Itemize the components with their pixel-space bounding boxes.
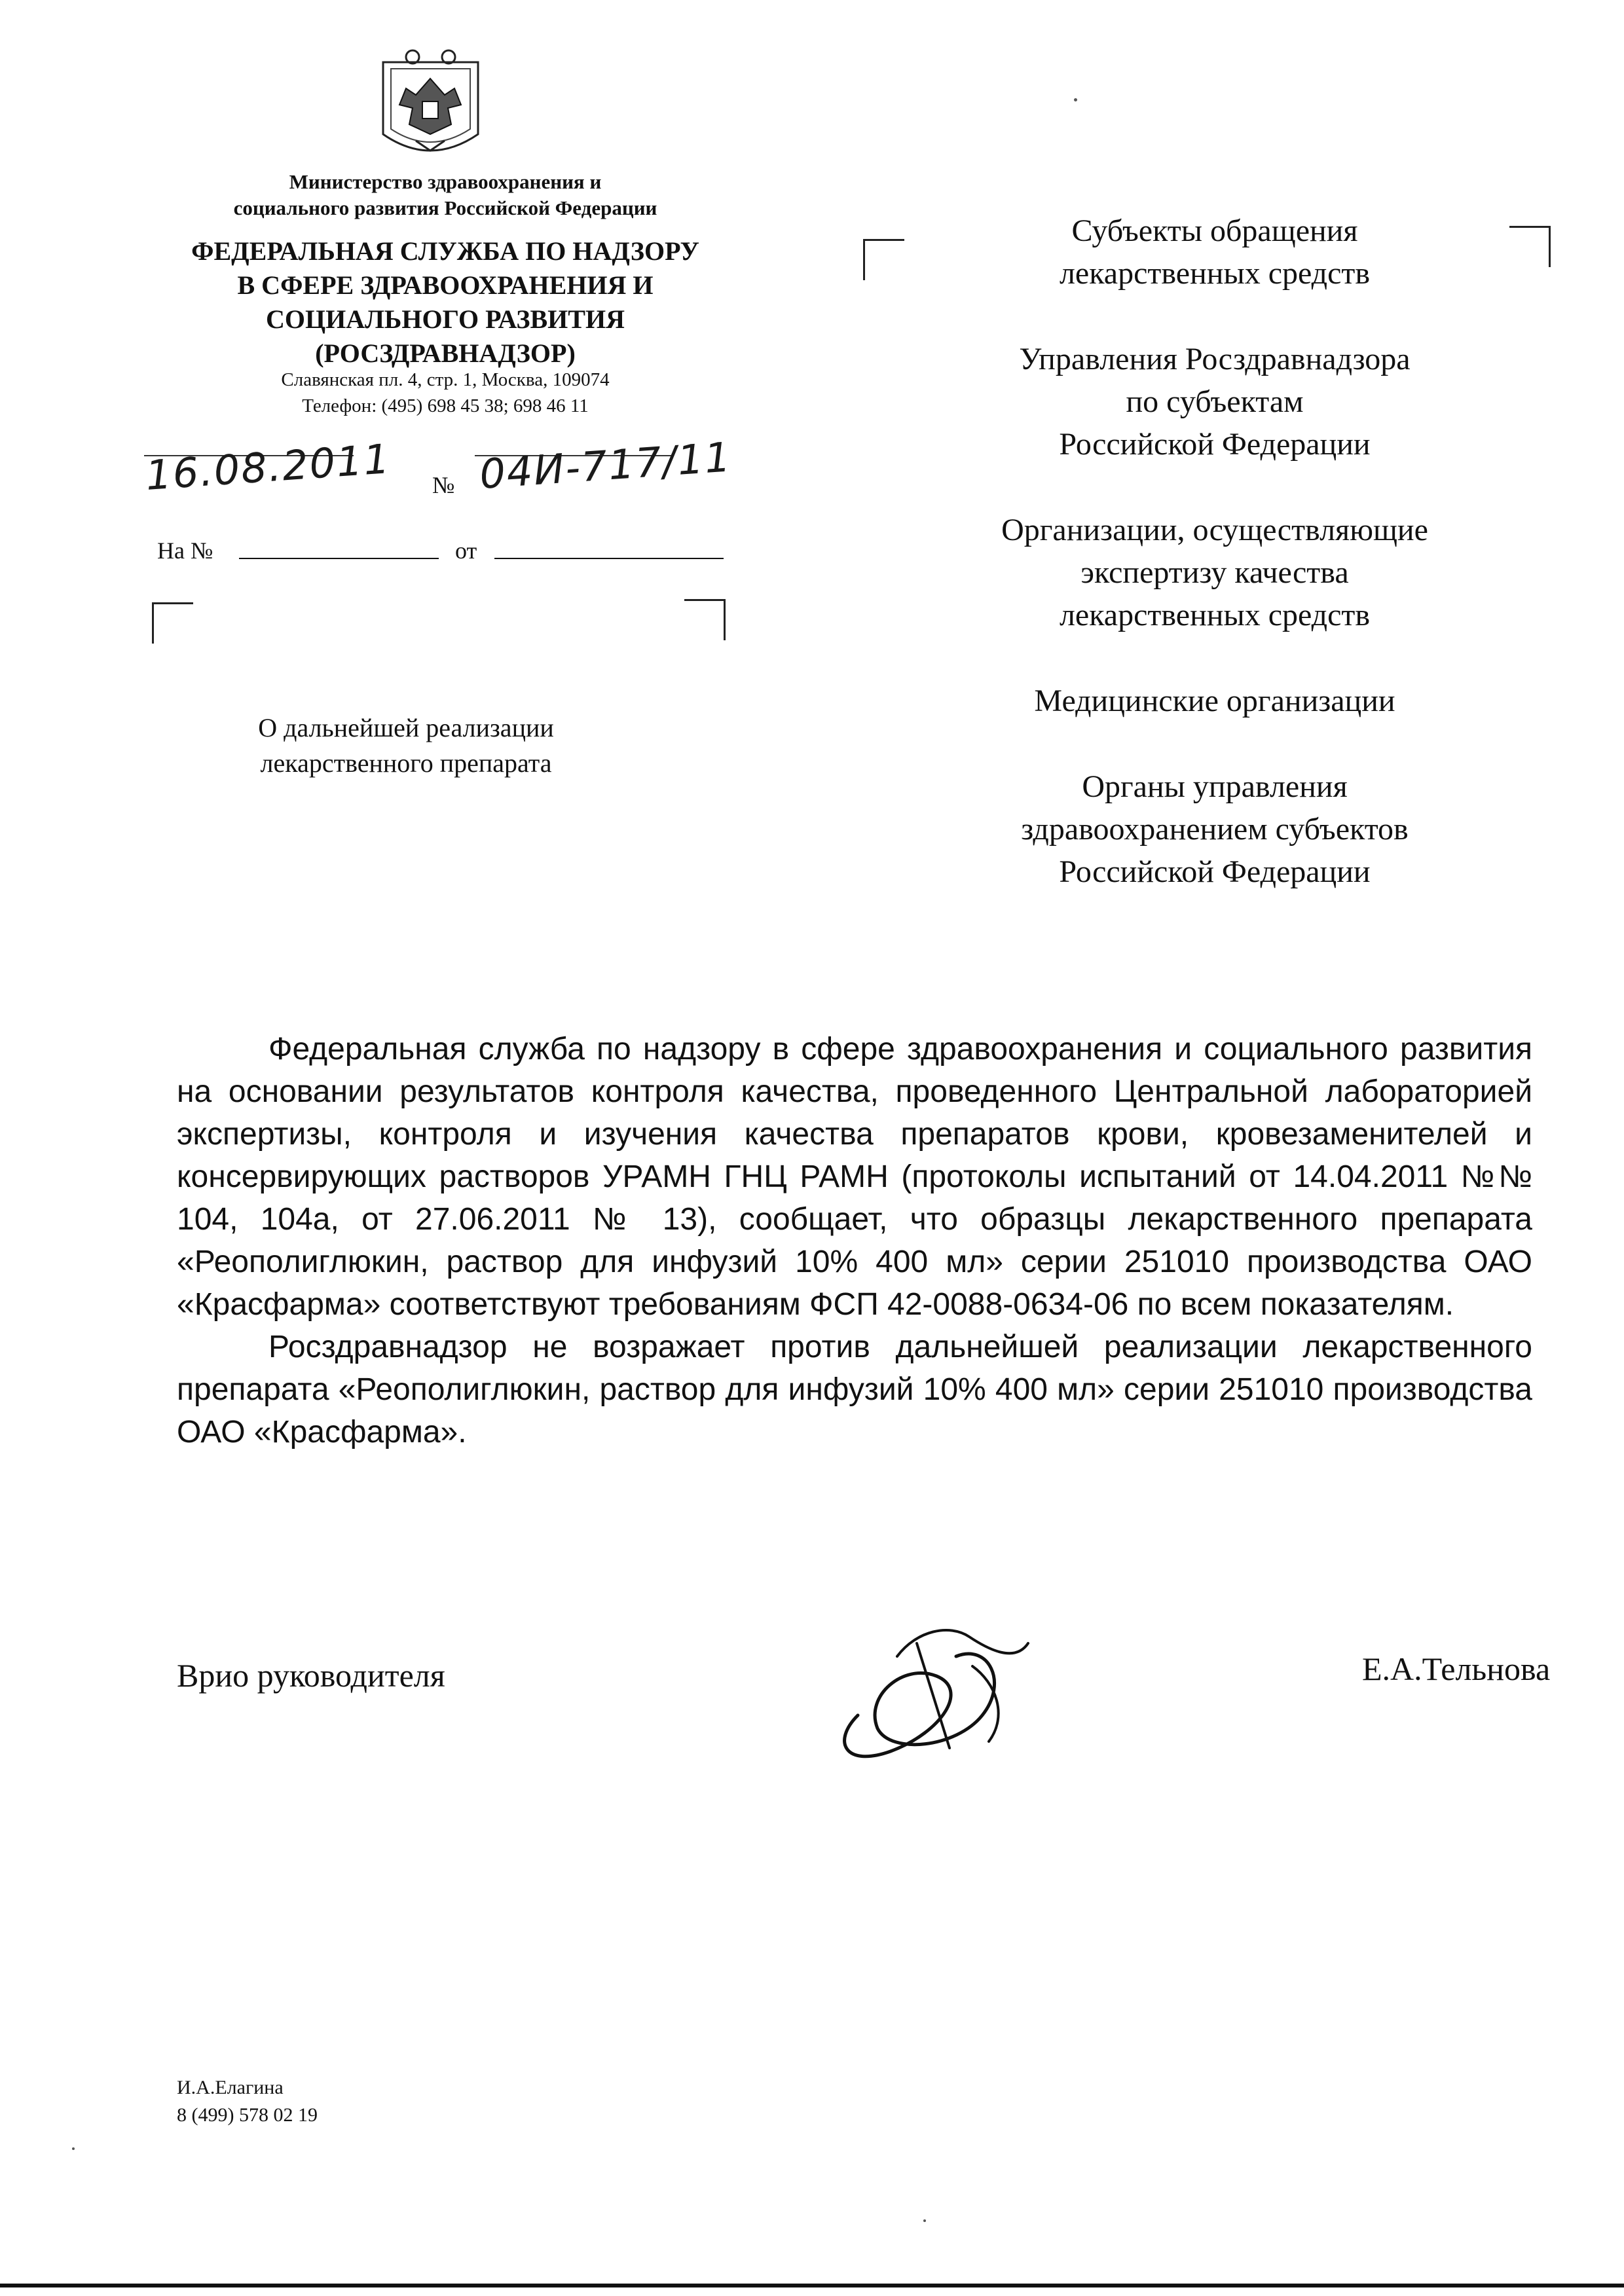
recipient-line: лекарственных средств: [1059, 598, 1371, 632]
letter-body: [177, 1028, 1532, 1453]
recipient-line: Российской Федерации: [1059, 427, 1371, 462]
ministry-line-2: социального развития Российской Федерации: [233, 196, 657, 219]
subject-bracket-left: [152, 602, 193, 644]
recipient: [904, 765, 1526, 893]
recipient: [904, 509, 1526, 636]
from-field: [494, 558, 724, 559]
recipient: [904, 210, 1526, 295]
number-sign: №: [432, 472, 455, 498]
address-line-2: Телефон: (495) 698 45 38; 698 46 11: [302, 395, 589, 416]
recipient-line: Субъекты обращения: [1071, 213, 1358, 248]
ministry-name: [151, 169, 740, 221]
service-address: [151, 367, 740, 419]
recipient-bracket-left: [863, 239, 904, 280]
recipient-line: по субъектам: [1126, 384, 1304, 419]
service-line-2: В СФЕРЕ ЗДРАВООХРАНЕНИЯ И: [237, 270, 654, 300]
recipient-line: Организации, осуществляющие: [1001, 513, 1428, 547]
address-line-1: Славянская пл. 4, стр. 1, Москва, 109074: [281, 369, 610, 390]
service-line-4: (РОСЗДРАВНАДЗОР): [315, 338, 576, 368]
scan-speck: [72, 2147, 75, 2150]
scan-bottom-edge: [0, 2284, 1624, 2287]
recipient-line: здравоохранением субъектов: [1021, 812, 1409, 847]
registration-number: 04И-717/11: [477, 433, 733, 498]
registration-date: 16.08.2011: [143, 435, 393, 500]
signer-position: Врио руководителя: [177, 1657, 445, 1694]
recipient-line: Органы управления: [1082, 769, 1348, 804]
service-line-1: ФЕДЕРАЛЬНАЯ СЛУЖБА ПО НАДЗОРУ: [191, 236, 699, 266]
body-paragraph-1: Федеральная служба по надзору в сфере здравоохранения и социального развития на основании результатов контроля качества, проведенного Центральной лабораторией экспертизы, контроля и изучения качества препаратов крови, кровезаменителей и консервирующих растворов УРАМН ГНЦ РАМН (протоколы испытаний от 14.04.2011 №№ 104, 104а, от 27.06.2011 № 13), сообщает, что образцы лекарственного препарата «Реополиглюкин, раствор для инфузий 10% 400 мл» серии 251010 производства ОАО «Красфарма» соответствуют требованиям ФСП 42-0088-0634-06 по всем показателям.: [177, 1032, 1532, 1322]
subject-bracket-right: [684, 599, 726, 640]
coat-of-arms-emblem: [377, 43, 485, 164]
service-name: [151, 234, 740, 371]
recipient-line: Российской Федерации: [1059, 854, 1371, 889]
ministry-line-1: Министерство здравоохранения и: [289, 170, 602, 193]
service-line-3: СОЦИАЛЬНОГО РАЗВИТИЯ: [266, 304, 625, 334]
scan-speck: [1074, 98, 1077, 101]
recipient-line: Медицинские организации: [1034, 683, 1395, 718]
scan-speck: [923, 2219, 926, 2222]
recipients-block: [904, 210, 1526, 936]
body-paragraph-2: Росздравнадзор не возражает против дальнейшей реализации лекарственного препарата «Реополиглюкин, раствор для инфузий 10% 400 мл» серии 251010 производства ОАО «Красфарма».: [177, 1330, 1532, 1449]
from-label: от: [455, 538, 477, 564]
signer-name: Е.А.Тельнова: [1362, 1650, 1551, 1687]
reply-to-field: [239, 558, 439, 559]
subject-line-1: О дальнейшей реализации: [258, 713, 554, 742]
executor-phone: 8 (499) 578 02 19: [177, 2104, 318, 2126]
letter-subject: [196, 710, 616, 781]
recipient: [904, 680, 1526, 722]
recipient: [904, 338, 1526, 465]
subject-line-2: лекарственного препарата: [260, 748, 552, 778]
recipient-line: Управления Росздравнадзора: [1019, 342, 1411, 376]
recipient-line: экспертизу качества: [1080, 555, 1349, 590]
executor-info: [177, 2074, 318, 2129]
executor-name: И.А.Елагина: [177, 2077, 284, 2098]
reply-to-label: На №: [157, 538, 213, 564]
handwritten-signature: [819, 1617, 1035, 1768]
recipient-line: лекарственных средств: [1059, 256, 1371, 291]
